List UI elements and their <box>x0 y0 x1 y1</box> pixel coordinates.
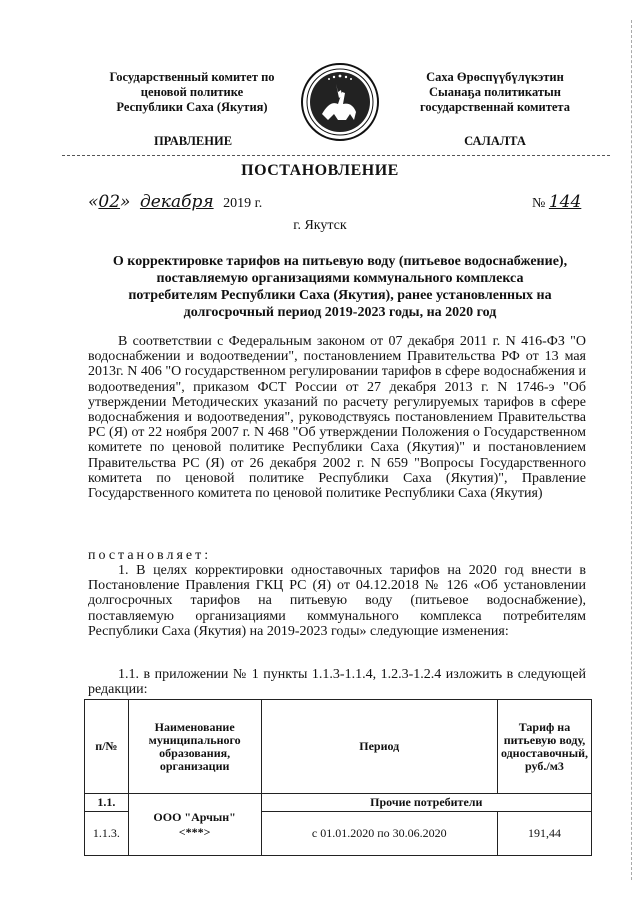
issuer-name-yakut <box>390 70 600 115</box>
preamble-paragraph: В соответствии с Федеральным законом от 07 декабря 2011 г. N 416-ФЗ "О водоснабжении и водоотведении", постановлением Правительства РФ от 13 мая 2013г. N 406 "О государственном регулировании тарифов в сфере водоснабжения и водоотведения", приказом ФСТ России от 27 декабря 2013 г. N 1746-э "Об утверждении Методических указаний по расчету регулируемых тарифов в сфере водоснабжения и водоотведения", руководствуясь постановлением Правительства РС (Я) от 22 ноября 2007 г. N 468 "Об утверждении Положения о Государственном комитете по ценовой политике Республики Саха (Якутия)" и постановлением Правительства РС (Я) от 26 декабря 2002 г. N 659 "Вопросы Государственного комитета по ценовой политике Республики Саха (Якутия)", Правление Государственного комитета по ценовой политике Республики Саха (Якутия) <box>88 334 586 502</box>
organization-note: <***> <box>178 824 211 839</box>
subject-line: долгосрочный период 2019-2023 годы, на 2020 год <box>183 305 497 320</box>
subject-line: поставляемую организациями коммунального комплекса <box>156 271 524 286</box>
issuer-line: Государственный комитет по <box>109 70 275 84</box>
column-header: Тариф на питьевую воду, одноставочный, руб./м3 <box>497 700 591 794</box>
header-divider <box>62 155 610 156</box>
item-1-paragraph: 1. В целях корректировки одноставочных тарифов на 2020 год внести в Постановление Правления ГКЦ РС (Я) от 04.12.2018 № 126 «Об установлении долгосрочных тарифов на питьевую воду (питьевое водоснабжение), поставляемую организациями коммунального комплекса потребителям Республики Саха (Якутия) на 2019-2023 годы» следующие изменения: <box>88 563 586 639</box>
row-tariff: 191,44 <box>497 812 591 856</box>
issuer-line: Саха Өрөспүүбүлүкэтин <box>426 70 564 84</box>
row-period: с 01.01.2020 по 30.06.2020 <box>261 812 497 856</box>
issuer-line: Сыанаҕа политикатын <box>429 85 561 99</box>
document-title: ПОСТАНОВЛЕНИЕ <box>241 162 399 179</box>
item-1-1-paragraph: 1.1. в приложении № 1 пункты 1.1.3-1.1.4, 1.2.3-1.2.4 изложить в следующей редакции: <box>88 667 586 698</box>
organization-cell <box>128 794 261 856</box>
column-header: Наименование муниципального образования, организации <box>128 700 261 794</box>
group-number: 1.1. <box>85 794 129 812</box>
scan-margin-line <box>631 20 634 880</box>
number-prefix: № <box>532 196 546 211</box>
document-subject <box>90 253 590 321</box>
board-label-russian: ПРАВЛЕНИЕ <box>153 134 233 148</box>
date-quote-close: » <box>120 192 131 212</box>
organization-name: ООО "Арчын" <box>153 809 236 824</box>
city: г. Якутск <box>293 218 347 233</box>
date-month: декабря <box>139 192 214 212</box>
issuer-line: ценовой политике <box>140 85 244 99</box>
column-header: п/№ <box>85 700 129 794</box>
table-header-row <box>85 700 592 794</box>
table-group-row <box>85 794 592 812</box>
number-value: 144 <box>548 192 582 212</box>
group-label: Прочие потребители <box>261 794 591 812</box>
column-header: Период <box>261 700 497 794</box>
document-number <box>532 192 581 212</box>
issuer-line: Республики Саха (Якутия) <box>116 100 268 114</box>
emblem-seal-icon <box>300 62 380 142</box>
issuer-name-russian <box>92 70 292 115</box>
tariff-table <box>84 699 592 856</box>
issuer-line: государственнай комитета <box>420 100 570 114</box>
subject-line: О корректировке тарифов на питьевую воду (питьевое водоснабжение), <box>112 254 568 269</box>
subject-line: потребителям Республики Саха (Якутия), ранее установленных на <box>128 288 552 303</box>
row-number: 1.1.3. <box>85 812 129 856</box>
document-date <box>88 192 262 212</box>
date-day: 02 <box>98 192 121 212</box>
resolves-word: постановляет: <box>88 548 212 563</box>
board-label-yakut: САЛАЛТА <box>464 134 526 148</box>
date-year: 2019 г. <box>223 196 263 211</box>
date-quote-open: « <box>88 192 99 212</box>
